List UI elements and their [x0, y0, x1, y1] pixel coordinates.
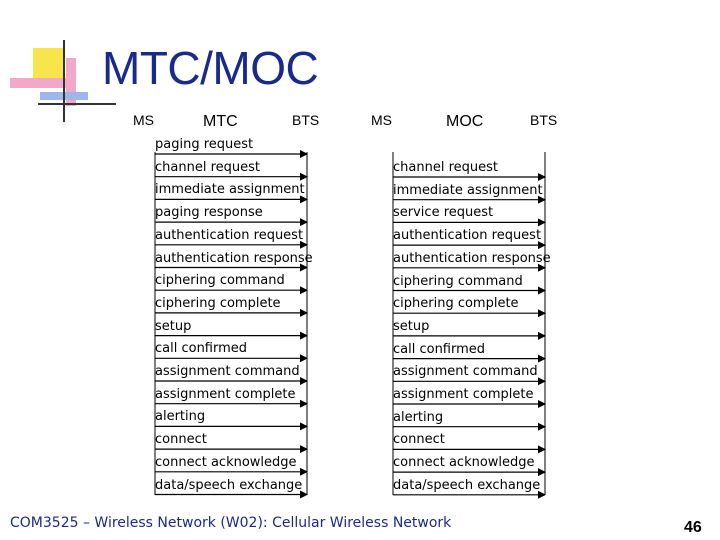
left-bts-label: BTS: [292, 112, 320, 128]
slide-title: MTC/MOC: [102, 42, 319, 94]
page-number: 46: [684, 519, 702, 536]
left-message-label: channel request: [155, 159, 260, 175]
right-message-label: ciphering complete: [393, 296, 519, 312]
left-message-label: data/speech exchange: [155, 477, 303, 493]
right-message-label: call confirmed: [393, 341, 486, 357]
right-message-label: setup: [393, 318, 430, 334]
right-diagram-title: MOC: [446, 113, 484, 130]
left-message-label: setup: [155, 318, 192, 334]
right-message-label: data/speech exchange: [393, 477, 541, 493]
right-message-label: connect acknowledge: [393, 455, 535, 471]
right-message-label: assignment command: [393, 364, 538, 380]
left-message-label: authentication response: [155, 250, 313, 266]
left-message-label: assignment complete: [155, 386, 296, 402]
right-message-label: assignment complete: [393, 387, 534, 402]
left-message-label: alerting: [155, 409, 206, 425]
left-message-label: call confirmed: [155, 341, 248, 357]
right-message-label: authentication response: [393, 250, 551, 266]
left-message-label: assignment command: [155, 364, 300, 379]
left-message-label: connect: [155, 432, 207, 448]
left-message-label: connect acknowledge: [155, 454, 297, 470]
right-message-label: immediate assignment: [393, 182, 543, 198]
left-message-label: paging response: [155, 205, 263, 221]
right-message-label: authentication request: [393, 228, 542, 244]
right-ms-label: MS: [371, 112, 392, 128]
left-ms-label: MS: [133, 112, 154, 128]
left-message-label: paging request: [155, 137, 254, 152]
right-message-label: channel request: [393, 160, 498, 175]
left-message-label: ciphering command: [155, 273, 285, 289]
footer-text: COM3525 – Wireless Network (W02): Cellular Wireless Network: [10, 515, 452, 531]
left-message-label: immediate assignment: [155, 182, 305, 198]
right-message-label: connect: [393, 432, 445, 448]
right-message-label: service request: [393, 205, 494, 221]
left-message-label: ciphering complete: [155, 295, 281, 311]
left-message-label: authentication request: [155, 227, 304, 243]
right-message-label: ciphering command: [393, 273, 523, 289]
right-message-label: alerting: [393, 409, 444, 425]
left-diagram-title: MTC: [203, 113, 238, 130]
right-bts-label: BTS: [530, 112, 558, 128]
